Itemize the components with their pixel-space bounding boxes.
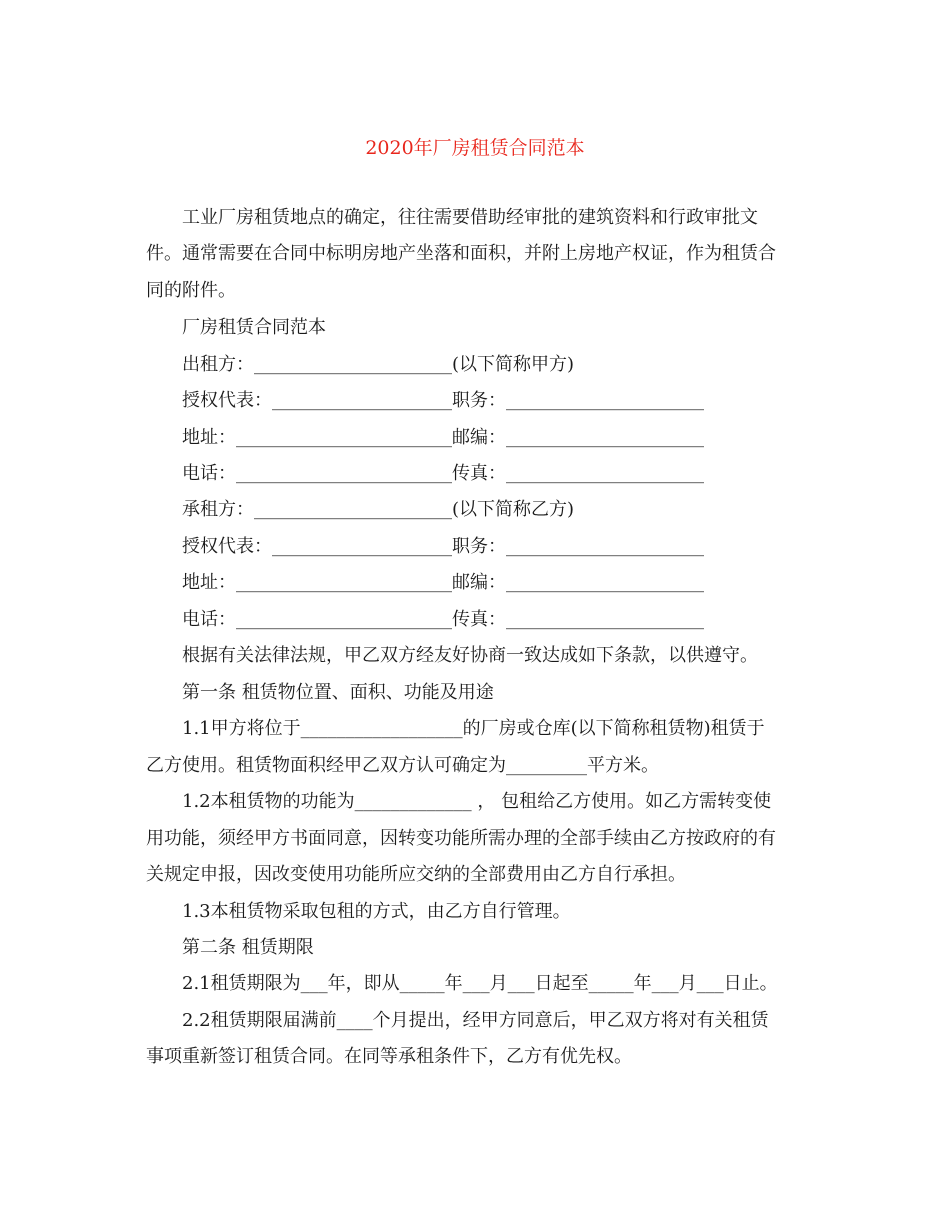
paragraph-line: 工业厂房租赁地点的确定，往往需要借助经审批的建筑资料和行政审批文 — [182, 207, 758, 228]
paragraph-line: 根据有关法律法规，甲乙双方经友好协商一致达成如下条款，以供遵守。 — [182, 645, 758, 666]
clause-line: 1.3本租赁物采取包租的方式，由乙方自行管理。 — [182, 901, 571, 922]
document-title: 2020年厂房租赁合同范本 — [365, 137, 585, 159]
form-line-phone: 电话：________________________传真：______________________ — [182, 463, 704, 484]
paragraph-line: 件。通常需要在合同中标明房地产坐落和面积，并附上房地产权证，作为租赁合 — [146, 243, 776, 264]
clause-line: 乙方使用。租赁物面积经甲乙双方认可确定为_________平方米。 — [146, 755, 659, 776]
form-line-address: 地址：________________________邮编：______________________ — [182, 427, 704, 448]
clause-line: 1.2本租赁物的功能为_____________ ， 包租给乙方使用。如乙方需转变使 — [182, 791, 772, 812]
clause-line: 用功能，须经甲方书面同意，因转变功能所需办理的全部手续由乙方按政府的有 — [146, 828, 776, 849]
clause-line: 事项重新签订租赁合同。在同等承租条件下，乙方有优先权。 — [146, 1046, 632, 1067]
clause-line: 2.1租赁期限为___年，即从_____年___月___日起至_____年___月___日止。 — [182, 973, 778, 994]
form-line-phone: 电话：________________________传真：______________________ — [182, 609, 704, 630]
form-line-lessor: 出租方：______________________(以下简称甲方) — [182, 354, 575, 375]
clause-line: 1.1甲方将位于__________________的厂房或仓库(以下简称租赁物)租赁于 — [182, 718, 765, 739]
article-heading: 第二条 租赁期限 — [182, 937, 314, 958]
form-line-address: 地址：________________________邮编：______________________ — [182, 572, 704, 593]
article-heading: 第一条 租赁物位置、面积、功能及用途 — [182, 682, 494, 703]
paragraph-line: 同的附件。 — [146, 280, 236, 301]
form-line-representative: 授权代表：____________________职务：______________________ — [182, 536, 704, 557]
section-heading: 厂房租赁合同范本 — [182, 317, 326, 338]
clause-line: 2.2租赁期限届满前____个月提出，经甲方同意后，甲乙双方将对有关租赁 — [182, 1010, 769, 1031]
form-line-representative: 授权代表：____________________职务：______________________ — [182, 390, 704, 411]
clause-line: 关规定申报，因改变使用功能所应交纳的全部费用由乙方自行承担。 — [146, 864, 686, 885]
form-line-lessee: 承租方：______________________(以下简称乙方) — [182, 499, 575, 520]
